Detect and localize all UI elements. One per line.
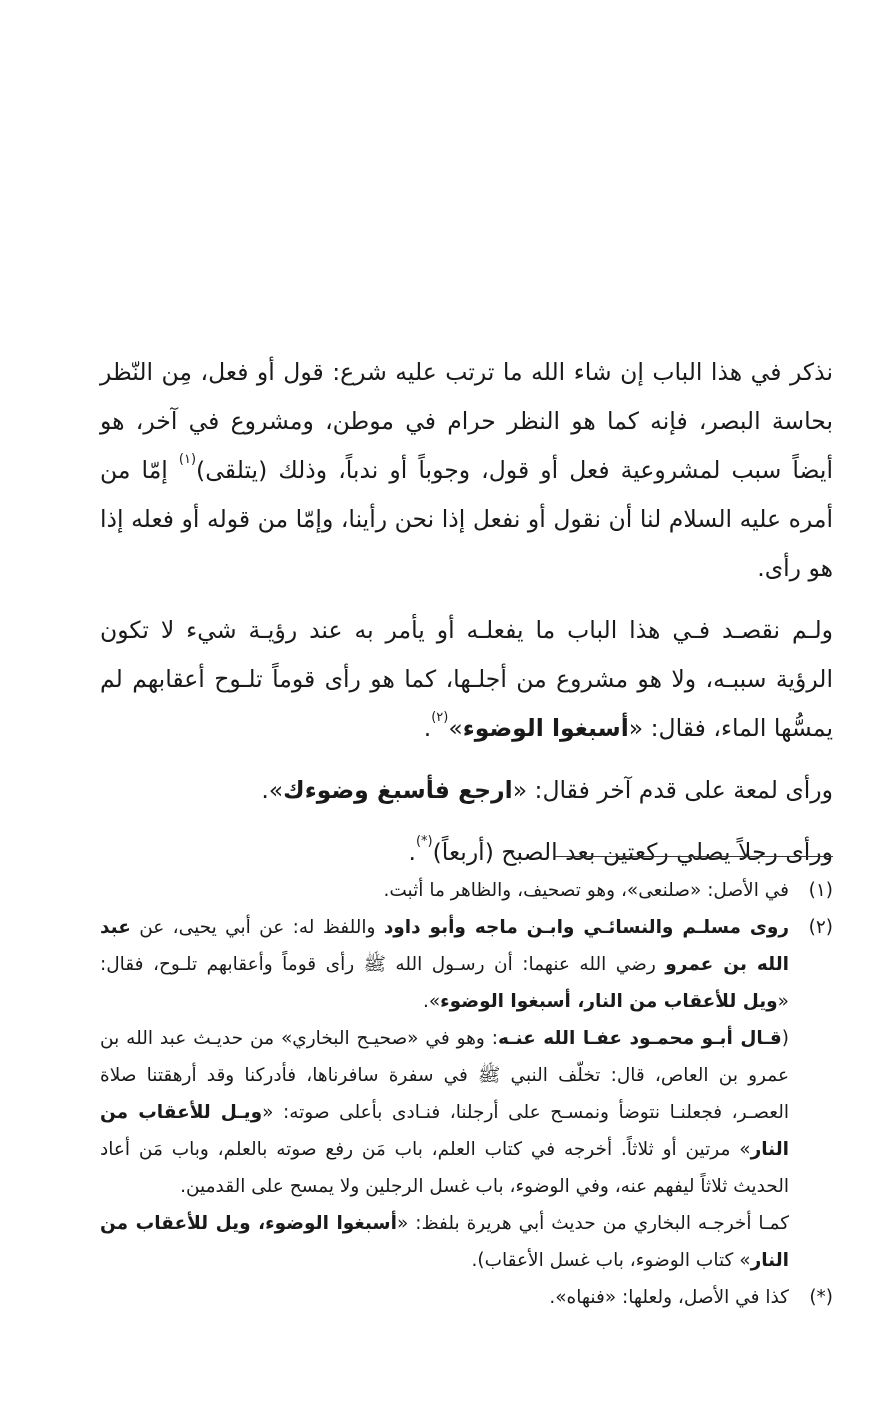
footnote-ref-2[interactable]: (٢) xyxy=(431,710,449,726)
paragraph-4: ورأى رجلاً يصلي ركعتين بعد الصبح (أربعاً)(*). xyxy=(408,834,833,866)
footnote-2 xyxy=(100,909,833,1279)
footnote-ref-star[interactable]: (*) xyxy=(415,834,433,850)
paragraph-2: ولـم نقصـد فـي هذا الباب ما يفعلـه أو يأمر به عند رؤيـة شيء لا تكون الرؤية سببـه، ولا هو مشروع من أجلـها، كما هو رأى قوماً تلـوح أعقابهم لم يمسُّها الماء، فقال: «أسبغوا الوضوء»$^{(٢)}$. xyxy=(100,616,833,742)
footnote-divider xyxy=(555,856,833,857)
footnote-number: (١) xyxy=(808,880,833,901)
footnotes xyxy=(100,872,833,1316)
footnote-ref-1[interactable]: (١) xyxy=(178,452,197,468)
main-text xyxy=(100,348,833,890)
paragraph-3: ورأى لمعة على قدم آخر فقال: «ارجع فأسبغ وضوءك». xyxy=(261,776,833,804)
footnote-2-para-3: كمـا أخرجـه البخاري من حديث أبي هريرة بلفظ: «أسبغوا الوضوء، ويل للأعقاب من النار» كتاب الوضوء، باب غسل الأعقاب). xyxy=(100,1213,789,1271)
footnote-star: (*) كذا في الأصل، ولعلها: «فنهاه». xyxy=(100,1279,833,1316)
footnote-number: (*) xyxy=(809,1287,833,1308)
paragraph-1: نذكر في هذا الباب إن شاء الله ما ترتب عليه شرع: قول أو فعل، مِن النّظر بحاسة البصر، فإنه كما هو النظر حرام في موطن، ومشروع في آخر، هو أيضاً سبب لمشروعية فعل أو قول، وجوباً أو ندباً، وذلك (يتلقى)$^{(١)}$ إمّا من أمره عليه السلام لنا أن نقول أو نفعل إذا نحن رأينا، وإمّا من قوله أو فعله إذا هو رأى. xyxy=(100,358,833,582)
footnote-2-para-1: روى مسلـم والنسائـي وابـن ماجه وأبو داود واللفظ له: عن أبي يحيى، عن عبد الله بن عمرو رضي الله عنهما: أن رسـول الله ﷺ رأى قوماً وأعقابهم تلـوح، فقال: «ويل للأعقاب من النار، أسبغوا الوضوء». xyxy=(100,917,789,1012)
footnote-1: (١) في الأصل: «صلنعى»، وهو تصحيف، والظاهر ما أثبت. xyxy=(100,872,833,909)
footnote-2-para-2: (قـال أبـو محمـود عفـا الله عنـه: وهو في «صحيـح البخاري» من حديـث عبد الله بن عمرو بن العاص، قال: تخلّف النبي ﷺ في سفرة سافرناها، فأدركنا وقد أرهقتنا صلاة العصـر، فجعلنـا نتوضأ ونمسـح على أرجلنا، فنـادى بأعلى صوته: «ويـل للأعقاب من النار» مرتين أو ثلاثاً. أخرجه في كتاب العلم، باب مَن رفع صوته بالعلم، وباب مَن أعاد الحديث ثلاثاً ليفهم عنه، وفي الوضوء، باب غسل الرجلين ولا يمسح على القدمين. xyxy=(100,1028,790,1197)
footnote-number: (٢) xyxy=(808,917,833,938)
